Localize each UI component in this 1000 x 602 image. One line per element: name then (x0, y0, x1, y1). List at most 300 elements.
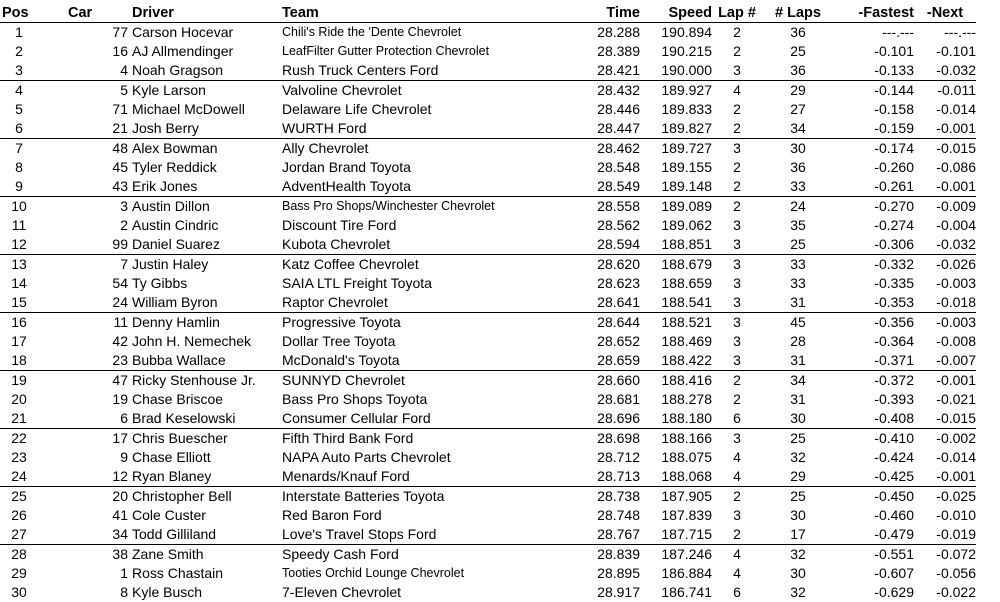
cell-team: WURTH Ford (282, 119, 564, 139)
cell-driver: AJ Allmendinger (132, 42, 282, 61)
cell-team: Fifth Third Bank Ford (282, 429, 564, 449)
cell-team: 7-Eleven Chevrolet (282, 583, 564, 602)
cell-team: Consumer Cellular Ford (282, 409, 564, 429)
cell-lap: 3 (712, 216, 762, 235)
cell-car: 48 (38, 139, 132, 159)
cell-team: LeafFilter Gutter Protection Chevrolet (282, 42, 564, 61)
cell-pos: 28 (0, 545, 38, 565)
cell-speed: 188.469 (640, 332, 712, 351)
cell-time: 28.432 (564, 81, 640, 101)
cell-laps: 24 (762, 197, 834, 217)
cell-driver: Chris Buescher (132, 429, 282, 449)
header-driver: Driver (132, 3, 282, 23)
header-row (0, 3, 976, 23)
cell-driver: Michael McDowell (132, 100, 282, 119)
cell-speed: 188.180 (640, 409, 712, 429)
cell-speed: 189.927 (640, 81, 712, 101)
cell-laps: 34 (762, 119, 834, 139)
header-pos: Pos (0, 3, 38, 23)
cell-speed: 188.541 (640, 293, 712, 313)
table-row (0, 351, 976, 371)
cell-car: 71 (38, 100, 132, 119)
cell-fastest: -0.260 (834, 158, 914, 177)
cell-laps: 32 (762, 448, 834, 467)
table-row (0, 448, 976, 467)
header-team: Team (282, 3, 564, 23)
table-row (0, 100, 976, 119)
cell-fastest: -0.174 (834, 139, 914, 159)
header-next: -Next (914, 3, 976, 23)
cell-speed: 190.215 (640, 42, 712, 61)
cell-lap: 2 (712, 119, 762, 139)
cell-speed: 188.068 (640, 467, 712, 487)
table-row (0, 158, 976, 177)
cell-pos: 29 (0, 564, 38, 583)
cell-speed: 187.246 (640, 545, 712, 565)
cell-laps: 31 (762, 351, 834, 371)
cell-fastest: -0.274 (834, 216, 914, 235)
cell-time: 28.767 (564, 525, 640, 545)
cell-car: 5 (38, 81, 132, 101)
cell-lap: 2 (712, 487, 762, 507)
cell-laps: 33 (762, 177, 834, 197)
cell-team: Interstate Batteries Toyota (282, 487, 564, 507)
cell-speed: 188.679 (640, 255, 712, 275)
cell-time: 28.698 (564, 429, 640, 449)
cell-pos: 13 (0, 255, 38, 275)
cell-fastest: -0.335 (834, 274, 914, 293)
cell-car: 23 (38, 351, 132, 371)
cell-laps: 31 (762, 390, 834, 409)
cell-pos: 1 (0, 23, 38, 43)
cell-time: 28.748 (564, 506, 640, 525)
cell-next: -0.101 (914, 42, 976, 61)
table-row (0, 583, 976, 602)
cell-fastest: -0.424 (834, 448, 914, 467)
cell-car: 45 (38, 158, 132, 177)
cell-speed: 188.422 (640, 351, 712, 371)
cell-next: -0.001 (914, 467, 976, 487)
table-row (0, 255, 976, 275)
cell-team: Speedy Cash Ford (282, 545, 564, 565)
cell-team: Love's Travel Stops Ford (282, 525, 564, 545)
cell-time: 28.562 (564, 216, 640, 235)
cell-fastest: -0.353 (834, 293, 914, 313)
cell-fastest: -0.144 (834, 81, 914, 101)
table-row (0, 81, 976, 101)
cell-fastest: -0.101 (834, 42, 914, 61)
cell-fastest: -0.364 (834, 332, 914, 351)
cell-pos: 27 (0, 525, 38, 545)
cell-car: 54 (38, 274, 132, 293)
results-table (0, 3, 976, 602)
cell-car: 2 (38, 216, 132, 235)
table-row (0, 525, 976, 545)
cell-speed: 189.062 (640, 216, 712, 235)
cell-team: Valvoline Chevrolet (282, 81, 564, 101)
cell-time: 28.895 (564, 564, 640, 583)
cell-time: 28.620 (564, 255, 640, 275)
cell-time: 28.447 (564, 119, 640, 139)
cell-next: -0.004 (914, 216, 976, 235)
cell-speed: 187.715 (640, 525, 712, 545)
cell-driver: William Byron (132, 293, 282, 313)
table-row (0, 197, 976, 217)
table-row (0, 42, 976, 61)
cell-pos: 6 (0, 119, 38, 139)
table-row (0, 545, 976, 565)
cell-driver: Noah Gragson (132, 61, 282, 81)
cell-next: -0.008 (914, 332, 976, 351)
cell-lap: 2 (712, 390, 762, 409)
cell-car: 24 (38, 293, 132, 313)
cell-time: 28.660 (564, 371, 640, 391)
table-row (0, 506, 976, 525)
cell-driver: Kyle Larson (132, 81, 282, 101)
cell-fastest: -0.133 (834, 61, 914, 81)
cell-pos: 9 (0, 177, 38, 197)
cell-time: 28.558 (564, 197, 640, 217)
results-body (0, 23, 976, 602)
cell-lap: 2 (712, 100, 762, 119)
cell-speed: 188.278 (640, 390, 712, 409)
cell-speed: 188.416 (640, 371, 712, 391)
cell-laps: 34 (762, 371, 834, 391)
cell-team: SAIA LTL Freight Toyota (282, 274, 564, 293)
cell-driver: Chase Briscoe (132, 390, 282, 409)
cell-lap: 2 (712, 42, 762, 61)
table-row (0, 293, 976, 313)
cell-next: -0.003 (914, 274, 976, 293)
cell-laps: 29 (762, 81, 834, 101)
cell-next: -0.056 (914, 564, 976, 583)
cell-laps: 17 (762, 525, 834, 545)
cell-fastest: -0.607 (834, 564, 914, 583)
cell-car: 17 (38, 429, 132, 449)
cell-lap: 3 (712, 506, 762, 525)
cell-driver: Daniel Suarez (132, 235, 282, 255)
cell-pos: 26 (0, 506, 38, 525)
cell-driver: Zane Smith (132, 545, 282, 565)
cell-car: 41 (38, 506, 132, 525)
cell-lap: 4 (712, 545, 762, 565)
cell-laps: 25 (762, 42, 834, 61)
cell-lap: 4 (712, 81, 762, 101)
cell-fastest: -0.270 (834, 197, 914, 217)
cell-car: 19 (38, 390, 132, 409)
cell-time: 28.652 (564, 332, 640, 351)
table-row (0, 216, 976, 235)
cell-driver: Alex Bowman (132, 139, 282, 159)
cell-laps: 30 (762, 409, 834, 429)
cell-fastest: -0.629 (834, 583, 914, 602)
cell-fastest: -0.332 (834, 255, 914, 275)
cell-team: Chili's Ride the 'Dente Chevrolet (282, 23, 564, 43)
cell-car: 77 (38, 23, 132, 43)
cell-pos: 14 (0, 274, 38, 293)
cell-car: 42 (38, 332, 132, 351)
cell-next: -0.026 (914, 255, 976, 275)
cell-team: Dollar Tree Toyota (282, 332, 564, 351)
cell-speed: 190.894 (640, 23, 712, 43)
table-row (0, 467, 976, 487)
cell-driver: Ty Gibbs (132, 274, 282, 293)
cell-next: -0.032 (914, 61, 976, 81)
table-row (0, 139, 976, 159)
cell-pos: 22 (0, 429, 38, 449)
cell-pos: 3 (0, 61, 38, 81)
cell-pos: 19 (0, 371, 38, 391)
cell-pos: 5 (0, 100, 38, 119)
cell-fastest: ---.--- (834, 23, 914, 43)
cell-next: -0.014 (914, 100, 976, 119)
cell-pos: 20 (0, 390, 38, 409)
cell-next: -0.010 (914, 506, 976, 525)
cell-laps: 27 (762, 100, 834, 119)
cell-pos: 11 (0, 216, 38, 235)
cell-lap: 2 (712, 23, 762, 43)
cell-fastest: -0.479 (834, 525, 914, 545)
cell-fastest: -0.551 (834, 545, 914, 565)
cell-team: NAPA Auto Parts Chevrolet (282, 448, 564, 467)
cell-team: Bass Pro Shops Toyota (282, 390, 564, 409)
cell-team: AdventHealth Toyota (282, 177, 564, 197)
cell-team: Jordan Brand Toyota (282, 158, 564, 177)
cell-driver: Ross Chastain (132, 564, 282, 583)
table-row (0, 332, 976, 351)
table-row (0, 177, 976, 197)
cell-driver: John H. Nemechek (132, 332, 282, 351)
cell-next: -0.014 (914, 448, 976, 467)
cell-driver: Josh Berry (132, 119, 282, 139)
cell-lap: 3 (712, 274, 762, 293)
cell-speed: 187.905 (640, 487, 712, 507)
cell-next: -0.086 (914, 158, 976, 177)
cell-lap: 3 (712, 313, 762, 333)
cell-driver: Kyle Busch (132, 583, 282, 602)
header-car: Car (38, 3, 132, 23)
cell-driver: Tyler Reddick (132, 158, 282, 177)
table-row (0, 119, 976, 139)
cell-laps: 31 (762, 293, 834, 313)
cell-car: 34 (38, 525, 132, 545)
cell-speed: 189.089 (640, 197, 712, 217)
table-row (0, 313, 976, 333)
cell-speed: 188.166 (640, 429, 712, 449)
cell-team: Progressive Toyota (282, 313, 564, 333)
cell-next: -0.001 (914, 119, 976, 139)
cell-car: 11 (38, 313, 132, 333)
cell-car: 21 (38, 119, 132, 139)
cell-time: 28.549 (564, 177, 640, 197)
cell-speed: 186.741 (640, 583, 712, 602)
cell-time: 28.594 (564, 235, 640, 255)
cell-time: 28.839 (564, 545, 640, 565)
cell-lap: 6 (712, 583, 762, 602)
cell-lap: 4 (712, 448, 762, 467)
cell-fastest: -0.159 (834, 119, 914, 139)
cell-next: -0.007 (914, 351, 976, 371)
cell-driver: Ryan Blaney (132, 467, 282, 487)
cell-car: 16 (38, 42, 132, 61)
cell-pos: 17 (0, 332, 38, 351)
cell-lap: 6 (712, 409, 762, 429)
cell-laps: 30 (762, 564, 834, 583)
cell-pos: 23 (0, 448, 38, 467)
cell-speed: 189.827 (640, 119, 712, 139)
cell-fastest: -0.261 (834, 177, 914, 197)
cell-team: Delaware Life Chevrolet (282, 100, 564, 119)
table-row (0, 274, 976, 293)
cell-laps: 25 (762, 429, 834, 449)
cell-car: 12 (38, 467, 132, 487)
cell-time: 28.738 (564, 487, 640, 507)
cell-time: 28.288 (564, 23, 640, 43)
cell-team: SUNNYD Chevrolet (282, 371, 564, 391)
cell-car: 7 (38, 255, 132, 275)
cell-time: 28.917 (564, 583, 640, 602)
cell-next: -0.015 (914, 139, 976, 159)
table-row (0, 564, 976, 583)
table-row (0, 61, 976, 81)
cell-driver: Carson Hocevar (132, 23, 282, 43)
cell-next: -0.003 (914, 313, 976, 333)
cell-speed: 190.000 (640, 61, 712, 81)
table-row (0, 390, 976, 409)
cell-time: 28.681 (564, 390, 640, 409)
cell-next: -0.001 (914, 371, 976, 391)
cell-speed: 186.884 (640, 564, 712, 583)
cell-fastest: -0.450 (834, 487, 914, 507)
cell-speed: 189.148 (640, 177, 712, 197)
cell-pos: 4 (0, 81, 38, 101)
header-speed: Speed (640, 3, 712, 23)
cell-time: 28.462 (564, 139, 640, 159)
cell-laps: 36 (762, 23, 834, 43)
cell-time: 28.696 (564, 409, 640, 429)
cell-time: 28.389 (564, 42, 640, 61)
table-row (0, 487, 976, 507)
table-row (0, 409, 976, 429)
cell-lap: 3 (712, 255, 762, 275)
cell-team: Red Baron Ford (282, 506, 564, 525)
cell-car: 99 (38, 235, 132, 255)
cell-lap: 2 (712, 525, 762, 545)
cell-speed: 188.851 (640, 235, 712, 255)
cell-car: 43 (38, 177, 132, 197)
cell-laps: 29 (762, 467, 834, 487)
cell-lap: 3 (712, 351, 762, 371)
cell-time: 28.421 (564, 61, 640, 81)
cell-laps: 25 (762, 487, 834, 507)
cell-team: Tooties Orchid Lounge Chevrolet (282, 564, 564, 583)
cell-pos: 30 (0, 583, 38, 602)
cell-pos: 24 (0, 467, 38, 487)
cell-fastest: -0.460 (834, 506, 914, 525)
cell-lap: 3 (712, 61, 762, 81)
cell-pos: 18 (0, 351, 38, 371)
cell-car: 3 (38, 197, 132, 217)
cell-fastest: -0.408 (834, 409, 914, 429)
cell-team: Raptor Chevrolet (282, 293, 564, 313)
header-time: Time (564, 3, 640, 23)
cell-next: -0.019 (914, 525, 976, 545)
cell-laps: 25 (762, 235, 834, 255)
cell-driver: Bubba Wallace (132, 351, 282, 371)
cell-lap: 2 (712, 197, 762, 217)
cell-fastest: -0.356 (834, 313, 914, 333)
cell-lap: 3 (712, 139, 762, 159)
cell-team: Rush Truck Centers Ford (282, 61, 564, 81)
cell-team: Bass Pro Shops/Winchester Chevrolet (282, 197, 564, 217)
cell-team: McDonald's Toyota (282, 351, 564, 371)
cell-pos: 7 (0, 139, 38, 159)
cell-laps: 33 (762, 255, 834, 275)
cell-pos: 12 (0, 235, 38, 255)
cell-speed: 187.839 (640, 506, 712, 525)
cell-driver: Erik Jones (132, 177, 282, 197)
cell-pos: 16 (0, 313, 38, 333)
cell-car: 8 (38, 583, 132, 602)
cell-laps: 30 (762, 506, 834, 525)
cell-laps: 32 (762, 545, 834, 565)
cell-lap: 2 (712, 177, 762, 197)
header-fastest: -Fastest (834, 3, 914, 23)
cell-lap: 3 (712, 293, 762, 313)
cell-time: 28.712 (564, 448, 640, 467)
cell-driver: Chase Elliott (132, 448, 282, 467)
cell-driver: Brad Keselowski (132, 409, 282, 429)
cell-laps: 36 (762, 61, 834, 81)
cell-speed: 189.155 (640, 158, 712, 177)
cell-laps: 28 (762, 332, 834, 351)
cell-next: -0.032 (914, 235, 976, 255)
table-row (0, 23, 976, 43)
cell-lap: 3 (712, 332, 762, 351)
cell-time: 28.446 (564, 100, 640, 119)
cell-speed: 188.659 (640, 274, 712, 293)
cell-speed: 189.727 (640, 139, 712, 159)
cell-driver: Austin Cindric (132, 216, 282, 235)
header-lap: Lap # (712, 3, 762, 23)
cell-next: -0.021 (914, 390, 976, 409)
cell-lap: 3 (712, 429, 762, 449)
cell-car: 20 (38, 487, 132, 507)
cell-laps: 36 (762, 158, 834, 177)
cell-next: -0.011 (914, 81, 976, 101)
cell-car: 47 (38, 371, 132, 391)
cell-next: -0.001 (914, 177, 976, 197)
cell-driver: Austin Dillon (132, 197, 282, 217)
cell-car: 1 (38, 564, 132, 583)
cell-fastest: -0.425 (834, 467, 914, 487)
cell-driver: Todd Gilliland (132, 525, 282, 545)
table-row (0, 429, 976, 449)
cell-pos: 21 (0, 409, 38, 429)
cell-team: Katz Coffee Chevrolet (282, 255, 564, 275)
cell-team: Menards/Knauf Ford (282, 467, 564, 487)
cell-speed: 188.521 (640, 313, 712, 333)
cell-car: 9 (38, 448, 132, 467)
cell-laps: 45 (762, 313, 834, 333)
cell-pos: 10 (0, 197, 38, 217)
cell-lap: 4 (712, 467, 762, 487)
cell-team: Kubota Chevrolet (282, 235, 564, 255)
cell-team: Ally Chevrolet (282, 139, 564, 159)
cell-next: -0.015 (914, 409, 976, 429)
cell-laps: 30 (762, 139, 834, 159)
cell-time: 28.644 (564, 313, 640, 333)
